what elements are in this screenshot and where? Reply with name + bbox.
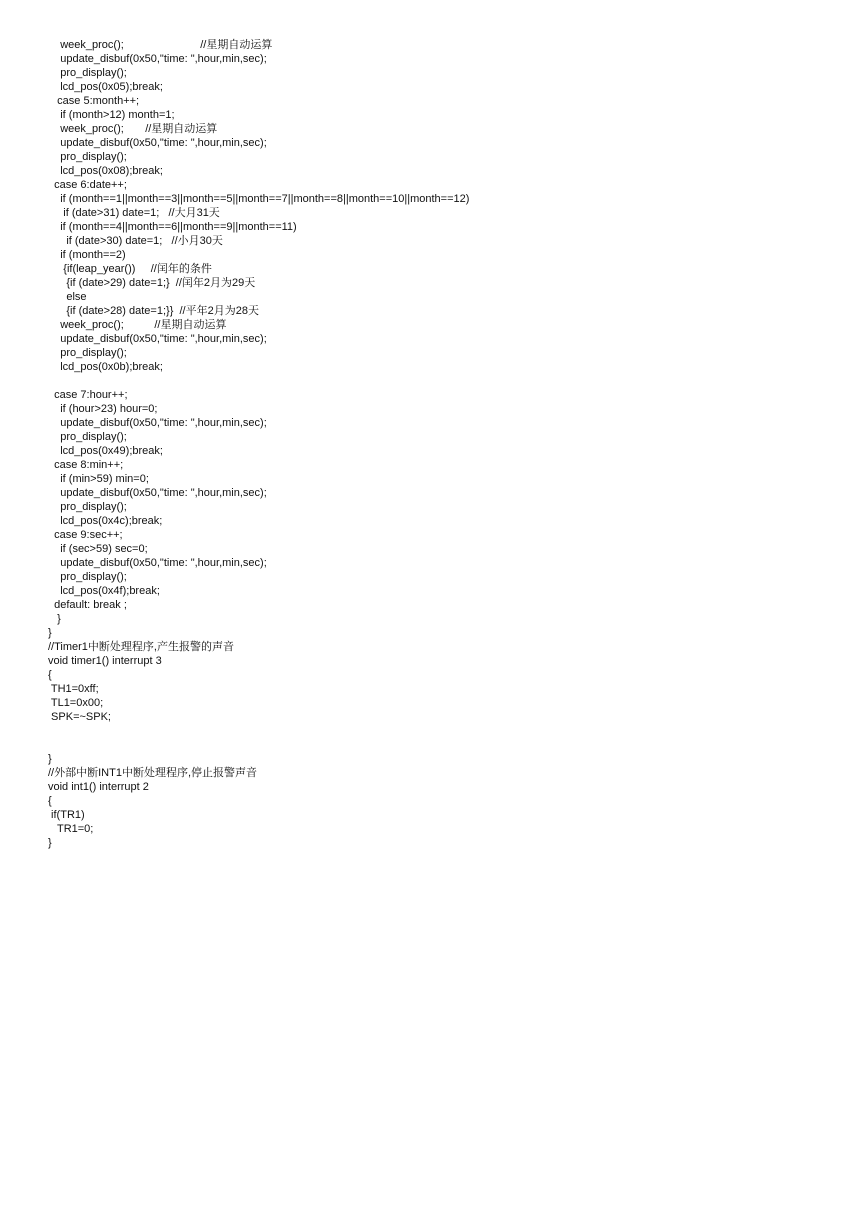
code-line: pro_display(); — [48, 501, 127, 513]
code-line: update_disbuf(0x50,"time: ",hour,min,sec); — [48, 53, 267, 65]
code-line: if (date>31) date=1; //大月31天 — [48, 207, 220, 219]
code-line: else — [48, 291, 87, 303]
code-line: {if(leap_year()) //闰年的条件 — [48, 263, 212, 275]
code-line: if(TR1) — [48, 809, 85, 821]
code-line: if (month==1||month==3||month==5||month==7||month==8||month==10||month==12) — [48, 193, 470, 205]
code-line: if (hour>23) hour=0; — [48, 403, 158, 415]
code-line: } — [48, 837, 52, 849]
code-line: TH1=0xff; — [48, 683, 99, 695]
code-line: update_disbuf(0x50,"time: ",hour,min,sec); — [48, 137, 267, 149]
code-line: default: break ; — [48, 599, 127, 611]
code-line: week_proc(); //星期自动运算 — [48, 39, 273, 51]
code-line: void timer1() interrupt 3 — [48, 655, 162, 667]
code-line: void int1() interrupt 2 — [48, 781, 149, 793]
code-line — [48, 374, 469, 388]
code-line: update_disbuf(0x50,"time: ",hour,min,sec); — [48, 417, 267, 429]
code-line: if (month>12) month=1; — [48, 109, 175, 121]
code-line: lcd_pos(0x4c);break; — [48, 515, 163, 527]
code-line: if (min>59) min=0; — [48, 473, 149, 485]
code-line: case 5:month++; — [48, 95, 140, 107]
code-line: if (month==2) — [48, 249, 126, 261]
code-line: } — [48, 753, 52, 765]
code-line: } — [48, 613, 61, 625]
code-line: update_disbuf(0x50,"time: ",hour,min,sec); — [48, 487, 267, 499]
code-listing — [48, 38, 469, 850]
code-line — [48, 724, 469, 738]
code-line: update_disbuf(0x50,"time: ",hour,min,sec); — [48, 557, 267, 569]
code-line: TL1=0x00; — [48, 697, 104, 709]
code-line: if (date>30) date=1; //小月30天 — [48, 235, 223, 247]
code-line: {if (date>28) date=1;}} //平年2月为28天 — [48, 305, 259, 317]
code-line: lcd_pos(0x05);break; — [48, 81, 163, 93]
code-line: pro_display(); — [48, 67, 127, 79]
code-line: //外部中断INT1中断处理程序,停止报警声音 — [48, 767, 258, 779]
code-line: case 9:sec++; — [48, 529, 123, 541]
code-line: } — [48, 627, 52, 639]
code-line: pro_display(); — [48, 347, 127, 359]
code-line: TR1=0; — [48, 823, 94, 835]
code-line: case 7:hour++; — [48, 389, 128, 401]
code-line: pro_display(); — [48, 151, 127, 163]
code-line: lcd_pos(0x49);break; — [48, 445, 163, 457]
code-line: { — [48, 795, 52, 807]
code-line: lcd_pos(0x0b);break; — [48, 361, 163, 373]
code-line — [48, 738, 469, 752]
code-line: lcd_pos(0x4f);break; — [48, 585, 160, 597]
code-line: lcd_pos(0x08);break; — [48, 165, 163, 177]
code-line: if (month==4||month==6||month==9||month==11) — [48, 221, 297, 233]
code-line: //Timer1中断处理程序,产生报警的声音 — [48, 641, 234, 653]
code-line: week_proc(); //星期自动运算 — [48, 123, 218, 135]
code-line: { — [48, 669, 52, 681]
code-line: pro_display(); — [48, 571, 127, 583]
code-line: if (sec>59) sec=0; — [48, 543, 148, 555]
code-line: pro_display(); — [48, 431, 127, 443]
code-line: update_disbuf(0x50,"time: ",hour,min,sec); — [48, 333, 267, 345]
code-line: SPK=~SPK; — [48, 711, 111, 723]
code-line: week_proc(); //星期自动运算 — [48, 319, 227, 331]
code-line: case 6:date++; — [48, 179, 127, 191]
code-line: case 8:min++; — [48, 459, 124, 471]
code-line: {if (date>29) date=1;} //闰年2月为29天 — [48, 277, 256, 289]
